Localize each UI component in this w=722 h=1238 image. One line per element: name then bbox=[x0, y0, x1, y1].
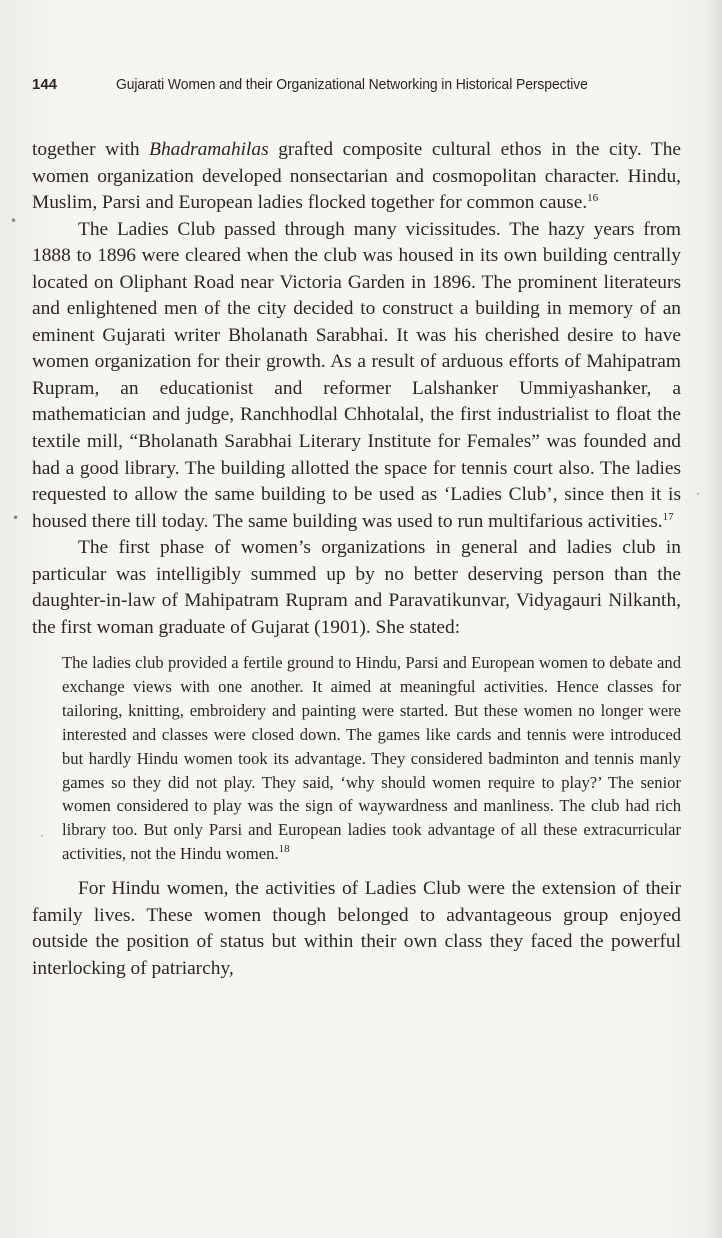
block-quote bbox=[62, 651, 681, 866]
italic-term: Bhadramahilas bbox=[149, 139, 269, 160]
paragraph-3-text: The first phase of women’s organizations in general and ladies club in particular was intelligibly summed up by no better deserving person than the daughter-in-law of Mahipatram Rupram and Paravatikunvar, Vidyagauri Nilkanth, the first woman graduate of Gujarat (1901). She stated: bbox=[32, 537, 681, 638]
footnote-ref-16[interactable]: 16 bbox=[587, 192, 599, 205]
paragraph-4-text: For Hindu women, the activities of Ladies Club were the extension of their family lives. These women though belonged to advantageous group enjoyed outside the position of status but within their own class they faced the powerful interlocking of patriarchy, bbox=[32, 877, 681, 979]
margin-speck: • bbox=[10, 214, 18, 228]
paragraph-2 bbox=[32, 217, 681, 536]
running-header bbox=[32, 76, 682, 102]
paragraph-4 bbox=[32, 876, 681, 982]
margin-speck: • bbox=[12, 511, 20, 525]
running-title: Gujarati Women and their Organizational Networking in Historical Perspective bbox=[116, 76, 588, 93]
paragraph-1 bbox=[32, 137, 681, 217]
paragraph-1-text: grafted composite cultural ethos in the city. The women organization developed nonsectarian and cosmopolitan character. Hindu, Muslim, Parsi and European ladies flocked together for common cause. bbox=[32, 139, 681, 214]
paragraph-2-text: The Ladies Club passed through many vicissitudes. The hazy years from 1888 to 1896 were cleared when the club was housed in its own building centrally located on Oliphant Road near Victoria Garden in 1896. The prominent literateurs and enlightened men of the city decided to construct a building in memory of an eminent Gujarati writer Bholanath Sarabhai. It was his cherished desire to have women organization for their growth. As a result of arduous efforts of Mahipatram Rupram, an educationist and reformer Lalshanker Ummiyashanker, a mathematician and judge, Ranchhodlal Chhotalal, the first industrialist to float the textile mill, “Bholanath Sarabhai Literary Institute for Females” was founded and had a good library. The building allotted the space for tennis court also. The ladies requested to allow the same building to be used as ‘Ladies Club’, since then it is housed there till today. The same building was used to run multifarious activities. bbox=[32, 218, 681, 532]
page-edge-shadow bbox=[708, 0, 722, 1238]
paragraph-3 bbox=[32, 535, 681, 641]
page-number: 144 bbox=[32, 76, 58, 93]
footnote-ref-17[interactable]: 17 bbox=[662, 510, 674, 523]
body-text bbox=[32, 137, 681, 982]
paragraph-1-lead: together with bbox=[32, 139, 150, 160]
block-quote-text: The ladies club provided a fertile ground to Hindu, Parsi and European women to debate and exchange views with one another. It aimed at meaningful activities. Hence classes for tailoring, knitting, embroidery and painting were started. But these women no longer were interested and classes were closed down. The games like cards and tennis were introduced but hardly Hindu women took its advantage. They considered badminton and tennis manly games so they did not play. They said, ‘why should women require to play?’ The senior women considered to play was the sign of waywardness and manliness. The club had rich library too. But only Parsi and European ladies took advantage of all these extracurricular activities, not the Hindu women. bbox=[62, 653, 681, 864]
margin-speck: · bbox=[40, 829, 44, 843]
margin-speck: · bbox=[696, 487, 700, 501]
footnote-ref-18[interactable]: 18 bbox=[278, 843, 290, 856]
